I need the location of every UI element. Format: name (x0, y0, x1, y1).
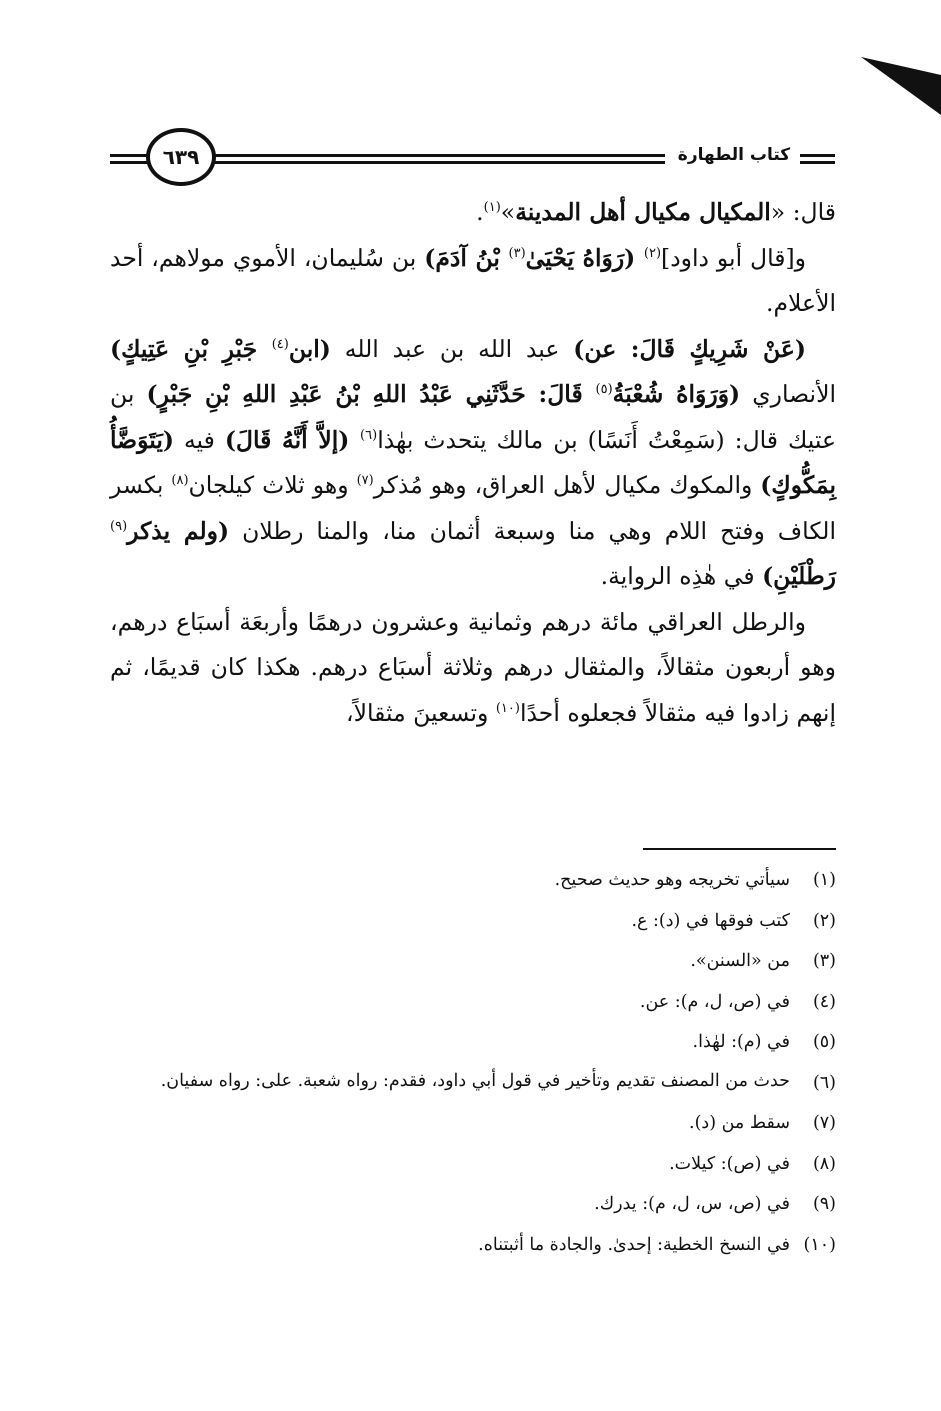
bold-run: المكيال مكيال أهل المدينة (515, 198, 771, 226)
footnote-text: من «السنن». (690, 951, 790, 971)
text-run: وهو ثلاث كيلجان (188, 471, 357, 499)
corner-tab-shape (861, 57, 941, 115)
bold-run: (إلاَّ أَنَّهُ قَالَ) (224, 425, 361, 454)
bold-run: (وَرَوَاهُ شُعْبَةُ (612, 380, 741, 408)
bold-run: رَطْلَيْنِ) (762, 562, 836, 590)
text-run: و[قال أبو داود] (661, 243, 806, 272)
bold-run: (ابن (288, 334, 331, 363)
footnote-ref[interactable]: (٣) (508, 245, 526, 261)
footnote-number: (٧) (812, 1113, 836, 1133)
footnote-ref[interactable]: (١) (483, 200, 501, 215)
header-rule (110, 161, 150, 164)
header-rule (800, 154, 835, 157)
footnote-text: كتب فوقها في (د): ع. (631, 910, 790, 931)
paragraph-1 (110, 190, 836, 236)
footnote-text: في (ص، ل، م): عن. (639, 991, 790, 1012)
footnote-ref[interactable]: (٦) (360, 427, 378, 443)
paragraph-3 (110, 327, 836, 600)
footnote-ref[interactable]: (٥) (595, 382, 613, 397)
text-run: فيه (174, 425, 225, 454)
footnote-text: في (ص): كيلات. (669, 1153, 790, 1174)
footnote-ref[interactable]: (٧) (356, 473, 374, 488)
footnote-item (110, 1063, 836, 1104)
text-run: بن سُليمان، الأموي مولاهم، أحد الأعلام. (110, 243, 836, 317)
text-run: عبد الله بن عبد الله (330, 334, 574, 363)
corner-tab-marker (861, 57, 941, 115)
header-rule (800, 161, 835, 164)
footnote-number: (٤) (812, 991, 836, 1012)
footnote-ref[interactable]: (٤) (271, 336, 289, 352)
bold-run: جَبْرِ بْنِ عَتِيكٍ) (110, 334, 272, 363)
footnote-ref[interactable]: (٩) (110, 518, 128, 534)
footnote-text: في النسخ الخطية: إحدىٰ. والجادة ما أثبتناه. (478, 1234, 790, 1255)
footnote-ref[interactable]: (٨) (171, 473, 189, 488)
paragraph-4 (110, 600, 836, 737)
bold-run: قَالَ: حَدَّثَنِي عَبْدُ اللهِ بْنُ عَبْدِ اللهِ بْنِ جَبْرٍ) (146, 380, 596, 408)
text-run: في هٰذِه الرواية. (600, 562, 763, 590)
footnote-ref[interactable]: (١٠) (495, 700, 520, 716)
main-text (110, 190, 836, 736)
page-header (110, 128, 835, 188)
footnote-text: سقط من (د). (689, 1113, 790, 1133)
footnote-number: (٣) (812, 951, 836, 971)
footnote-ref[interactable]: (٢) (643, 245, 662, 261)
text-run: بن عتيك قال: (110, 380, 836, 454)
footnote-item (110, 982, 836, 1023)
footnote-text: سيأتي تخريجه وهو حديث صحيح. (554, 870, 790, 890)
footnote-text: في (ص، س، ل، م): يدرك. (594, 1194, 790, 1214)
footnote-number: (٦) (812, 1072, 836, 1093)
footnote-number: (١) (812, 870, 836, 890)
footnote-item (110, 941, 836, 982)
footnote-separator (643, 848, 836, 850)
text-run: والمكوك مكيال لأهل العراق، وهو مُذكر (373, 471, 761, 499)
bold-run: (ولم يذكر (127, 516, 230, 545)
text-run: . (476, 198, 484, 226)
footnote-item (110, 1022, 836, 1063)
page-number: ٦٣٩ (146, 128, 216, 186)
bold-run: (عَنْ شَرِيكٍ قَالَ: عن) (573, 334, 806, 363)
footnote-item (110, 1225, 836, 1266)
footnote-number: (٢) (812, 910, 836, 931)
header-rule (210, 154, 665, 157)
text-run: والرطل العراقي مائة درهم وثمانية وعشرون درهمًا وأربعَة أسبَاع درهم، وهو أربعون مثقالاً، والمثقال درهم وثلاثة أسبَاع درهم. هكذا كان قديمًا، ثم إنهم زادوا فيه مثقالاً فجعلوه أحدًا (110, 607, 836, 727)
text-run: بن مالك يتحدث بهٰذا (377, 425, 588, 454)
header-rule (210, 161, 665, 164)
book-title: كتاب الطهارة (677, 145, 791, 165)
footnote-item (110, 860, 836, 901)
footnote-text: في (م): لهٰذا. (692, 1032, 790, 1052)
text-run: » (500, 198, 516, 226)
footnote-item (110, 1103, 836, 1144)
footnote-number: (٨) (812, 1153, 836, 1174)
header-rule (110, 154, 150, 157)
text-run: بكسر الكاف وفتح اللام وهي منا وسبعة أثمان منا، والمنا رطلان (110, 471, 836, 545)
footnote-number: (٥) (812, 1032, 836, 1052)
paragraph-2 (110, 236, 836, 327)
footnote-item (110, 1144, 836, 1185)
bold-run: (يَتَوَضَّأُ بِمَكُّوكٍ) (110, 425, 837, 499)
bold-run: (رَوَاهُ يَحْيَىٰ (525, 243, 644, 272)
text-run: وتسعينَ مثقالاً، (345, 698, 496, 727)
text-run: الأنصاري (740, 380, 837, 408)
footnotes (110, 860, 836, 1265)
text-run: (سَمِعْتُ أَنَسًا) (587, 425, 725, 454)
footnote-number: (١٠) (803, 1234, 836, 1255)
footnote-text: حدث من المصنف تقديم وتأخير في قول أبي داود، فقدم: رواه شعبة. على: رواه سفيان. (160, 1070, 790, 1091)
bold-run: بْنُ آدَمَ) (424, 243, 509, 272)
text-run: قال: « (770, 198, 836, 226)
footnote-number: (٩) (812, 1194, 836, 1214)
footnote-item (110, 901, 836, 942)
footnote-item (110, 1184, 836, 1225)
